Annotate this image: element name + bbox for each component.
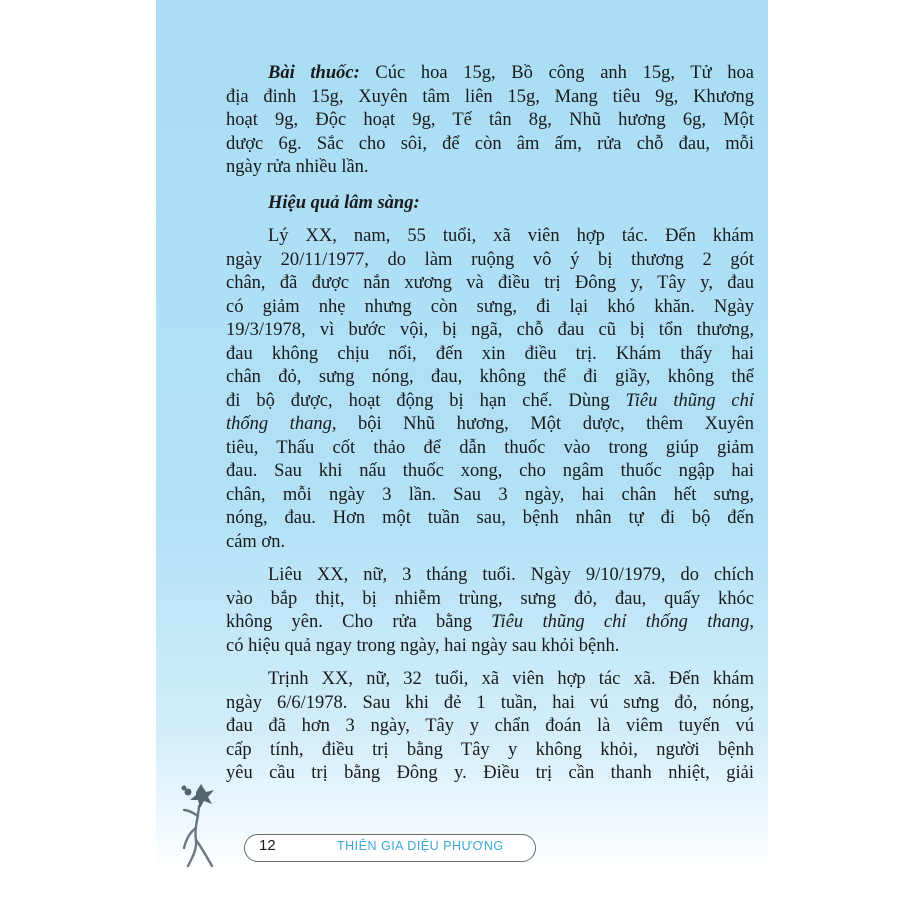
clinical-heading: Hiệu quả lâm sàng:	[268, 192, 420, 213]
page-number: 12	[259, 837, 276, 854]
paragraph-case-3: Trịnh XX, nữ, 32 tuổi, xã viên hợp tác xã. Đến khám ngày 6/6/1978. Sau khi đẻ 1 tuần, hai vú sưng đỏ, nóng, đau đã hơn 3 ngày, Tây y chẩn đoán là viêm tuyến vú cấp tính, điều trị bằng Tây y không khỏi, người bệnh yêu cầu trị bằng Đông y. Điều trị cần thanh nhiệt, giải	[226, 669, 754, 783]
book-title: THIÊN GIA DIỆU PHƯƠNG	[337, 839, 504, 853]
ginseng-plant-icon	[170, 770, 230, 870]
paragraph-case-2: Liêu XX, nữ, 3 tháng tuổi. Ngày 9/10/1979, do chích vào bắp thịt, bị nhiễm trùng, sưng đỏ, đau, quấy khóc không yên. Cho rửa bằng Tiêu thũng chỉ thống thang, có hiệu quả ngay trong ngày, hai ngày sau khỏi bệnh.	[226, 565, 754, 656]
paragraph-recipe: Bài thuốc: Cúc hoa 15g, Bồ công anh 15g, Tử hoa địa đinh 15g, Xuyên tâm liên 15g, Mang tiêu 9g, Khương hoạt 9g, Độc hoạt 9g, Tế tân 8g, Nhũ hương 6g, Một dược 6g. Sắc cho sôi, để còn âm ấm, rửa chỗ đau, mỗi ngày rửa nhiều lần.	[226, 63, 754, 177]
paragraph-case-1: Lý XX, nam, 55 tuổi, xã viên hợp tác. Đến khám ngày 20/11/1977, do làm ruộng vô ý bị thương 2 gót chân, đã được nắn xương và điều trị Đông y, Tây y, đau có giảm nhẹ nhưng còn sưng, đi lại khó khăn. Ngày 19/3/1978, vì bước vội, bị ngã, chỗ đau cũ bị tổn thương, đau không chịu nổi, đến xin điều trị. Khám thấy hai chân đỏ, sưng nóng, đau, không thể đi giầy, không thể đi bộ được, hoạt động bị hạn chế. Dùng Tiêu thũng chỉ thống thang, bội Nhũ hương, Một dược, thêm Xuyên tiêu, Thấu cốt thảo để dẫn thuốc vào trong giúp giảm đau. Sau khi nấu thuốc xong, cho ngâm thuốc ngập hai chân, mỗi ngày 3 lần. Sau 3 ngày, hai chân hết sưng, nóng, đau. Hơn một tuần sau, bệnh nhân tự đi bộ đến cám ơn.	[226, 226, 754, 552]
recipe-heading: Bài thuốc:	[268, 63, 360, 83]
book-page	[156, 0, 768, 870]
page-footer	[244, 834, 536, 862]
page-body	[226, 62, 754, 786]
